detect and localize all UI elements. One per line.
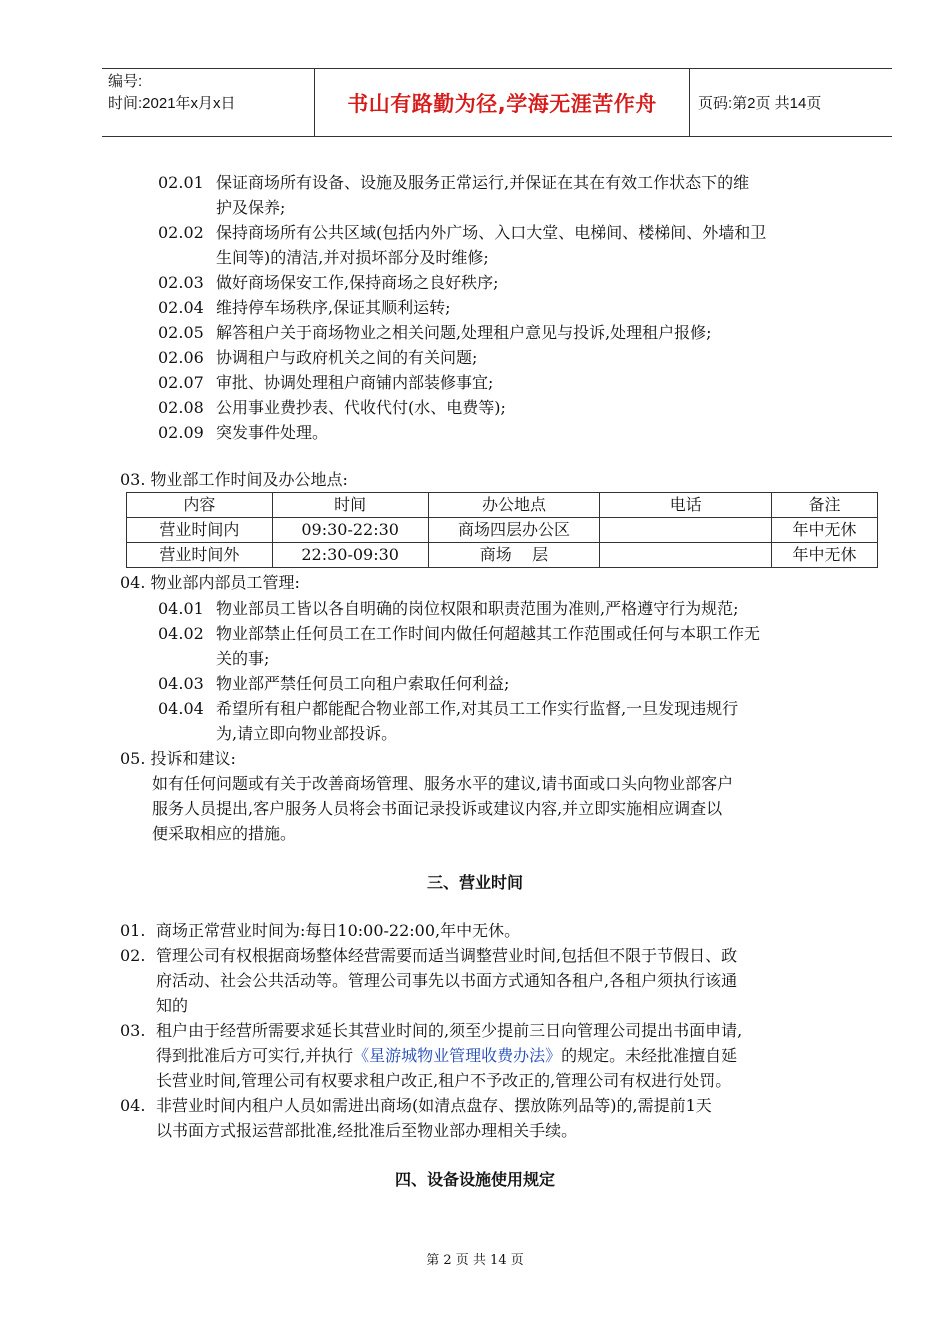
ch3-item-03-line1: 03. 租户由于经营所需要求延长其营业时间的,须至少提前三日向管理公司提出书面申请, <box>120 1021 743 1040</box>
item-0403: 04.03 物业部严禁任何员工向租户索取任何利益; <box>158 674 510 693</box>
motto-text: 书山有路勤为径,学海无涯苦作舟 <box>347 91 657 116</box>
header-meta <box>102 69 315 136</box>
page-label: 页码:第2页 共14页 <box>698 95 822 112</box>
page-header <box>102 68 892 137</box>
section5-line1: 如有任何问题或有关于改善商场管理、服务水平的建议,请书面或口头向物业部客户 <box>152 774 734 793</box>
item-0203: 02.03 做好商场保安工作,保持商场之良好秩序; <box>158 273 499 292</box>
table-header-cell: 备注 <box>772 493 878 518</box>
ch3-item-03-line3: 长营业时间,管理公司有权要求租户改正,租户不予改正的,管理公司有权进行处罚。 <box>156 1071 732 1090</box>
item-0402-line2: 关的事; <box>216 649 270 668</box>
ch3-item-04-line2: 以书面方式报运营部批准,经批准后至物业部办理相关手续。 <box>156 1121 578 1140</box>
fee-regulation-link[interactable]: 《星游城物业管理收费办法》 <box>353 1046 562 1065</box>
item-0204: 02.04 维持停车场秩序,保证其顺利运转; <box>158 298 451 317</box>
table-cell: 22:30-09:30 <box>272 543 428 568</box>
item-0208: 02.08 公用事业费抄表、代收代付(水、电费等); <box>158 398 506 417</box>
table-header-cell: 办公地点 <box>428 493 600 518</box>
table-header-cell: 电话 <box>600 493 772 518</box>
ch3-item-03-line2: 得到批准后方可实行,并执行《星游城物业管理收费办法》的规定。未经批准擅自延 <box>156 1046 738 1065</box>
item-0401: 04.01 物业部员工皆以各自明确的岗位权限和职责范围为准则,严格遵守行为规范; <box>158 599 739 618</box>
section5-title: 05. 投诉和建议: <box>120 749 236 768</box>
item-0404-line1: 04.04 希望所有租户都能配合物业部工作,对其员工工作实行监督,一旦发现违规行 <box>158 699 739 718</box>
table-cell <box>600 518 772 543</box>
number-label: 编号: <box>108 73 143 90</box>
item-0207: 02.07 审批、协调处理租户商铺内部装修事宜; <box>158 373 494 392</box>
table-header-cell: 时间 <box>272 493 428 518</box>
table-cell: 09:30-22:30 <box>272 518 428 543</box>
item-0201-line2: 护及保养; <box>216 198 286 217</box>
table-row <box>127 543 878 568</box>
item-0201-line1: 02.01 保证商场所有设备、设施及服务正常运行,并保证在其在有效工作状态下的维 <box>158 173 750 192</box>
table-cell <box>600 543 772 568</box>
chapter4-heading: 四、设备设施使用规定 <box>394 1170 555 1189</box>
table-cell: 年中无休 <box>772 518 878 543</box>
item-0402-line1: 04.02 物业部禁止任何员工在工作时间内做任何超越其工作范围或任何与本职工作无 <box>158 624 761 643</box>
item-0404-line2: 为,请立即向物业部投诉。 <box>216 724 398 743</box>
table-header-cell: 内容 <box>127 493 273 518</box>
item-0209: 02.09 突发事件处理。 <box>158 423 329 442</box>
header-page-number <box>690 69 892 136</box>
table-row <box>127 518 878 543</box>
table-cell: 营业时间内 <box>127 518 273 543</box>
table-cell: 商场四层办公区 <box>428 518 600 543</box>
header-motto <box>315 69 690 136</box>
item-0202-line1: 02.02 保持商场所有公共区域(包括内外广场、入口大堂、电梯间、楼梯间、外墙和卫 <box>158 223 767 242</box>
ch3-item-01: 01. 商场正常营业时间为:每日10:00-22:00,年中无休。 <box>120 921 521 940</box>
ch3-item-02-line2: 府活动、社会公共活动等。管理公司事先以书面方式通知各租户,各租户须执行该通 <box>156 971 738 990</box>
ch3-item-02-line1: 02. 管理公司有权根据商场整体经营需要而适当调整营业时间,包括但不限于节假日、政 <box>120 946 738 965</box>
section5-line3: 便采取相应的措施。 <box>152 824 297 843</box>
office-hours-table <box>126 492 878 568</box>
table-header-row <box>127 493 878 518</box>
item-0205: 02.05 解答租户关于商场物业之相关问题,处理租户意见与投诉,处理租户报修; <box>158 323 712 342</box>
item-0206: 02.06 协调租户与政府机关之间的有关问题; <box>158 348 478 367</box>
table-cell: 营业时间外 <box>127 543 273 568</box>
item-0202-line2: 生间等)的清洁,并对损坏部分及时维修; <box>216 248 489 267</box>
table-cell: 年中无休 <box>772 543 878 568</box>
time-label: 时间:2021年x月x日 <box>108 95 236 112</box>
ch3-item-04-line1: 04. 非营业时间内租户人员如需进出商场(如清点盘存、摆放陈列品等)的,需提前1天 <box>120 1096 712 1115</box>
section3-title: 03. 物业部工作时间及办公地点: <box>120 470 348 489</box>
section4-title: 04. 物业部内部员工管理: <box>120 573 300 592</box>
ch3-item-02-line3: 知的 <box>156 996 189 1015</box>
section5-line2: 服务人员提出,客户服务人员将会书面记录投诉或建议内容,并立即实施相应调查以 <box>152 799 723 818</box>
table-cell: 商场 层 <box>428 543 600 568</box>
page-footer: 第 2 页 共 14 页 <box>426 1253 524 1268</box>
chapter3-heading: 三、营业时间 <box>426 873 523 892</box>
